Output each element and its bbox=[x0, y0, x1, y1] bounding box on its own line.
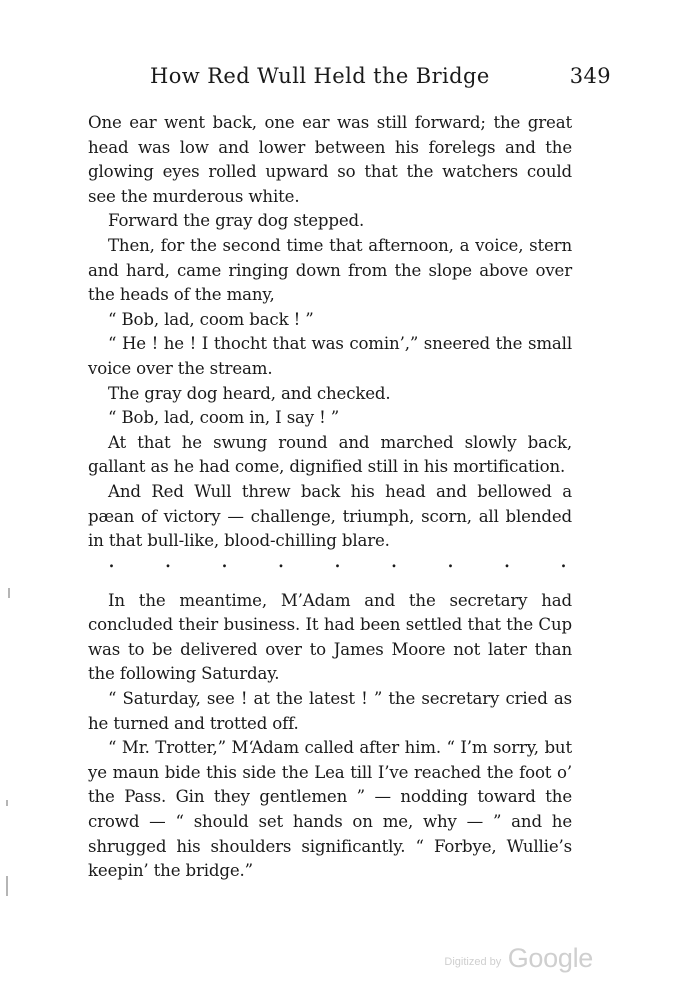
running-header bbox=[150, 64, 611, 98]
section-break-dot: . bbox=[447, 547, 454, 573]
paragraph: Then, for the second time that afternoon, a voice, stern and hard, came ringing down from the slope above over the heads of the many, bbox=[88, 235, 572, 305]
paragraph: At that he swung round and marched slowly back, gallant as he had come, dignified still in his mortification. bbox=[88, 432, 572, 477]
section-break-dot: . bbox=[277, 547, 285, 573]
scan-mark bbox=[8, 588, 10, 598]
section-break-dot: . bbox=[390, 547, 398, 573]
paragraph: Forward the gray dog stepped. bbox=[108, 211, 365, 231]
section-break-dot: . bbox=[164, 547, 172, 573]
paragraph: “ He ! he ! I thocht that was comin’,” sneered the small voice over the stream. bbox=[88, 334, 572, 378]
page-number: 349 bbox=[569, 64, 611, 88]
section-break bbox=[88, 547, 572, 578]
scan-mark bbox=[6, 800, 8, 806]
paragraph: “ Mr. Trotter,” M‘Adam called after him. “ I’m sorry, but ye maun bide this side the Lea till I’ve reached the foot o’ the Pass. Gin they gentlemen ” — nodding toward the crowd — “ should set hands on me, why — ” and he shrugged his shoulders significantly. “ Forbye, Wullie’s keepin’ the bridge.” bbox=[88, 738, 572, 881]
section-break-dot: . bbox=[108, 547, 115, 573]
section-break-dot: . bbox=[334, 547, 341, 573]
paragraph: In the meantime, M’Adam and the secretary had concluded their business. It had been settled that the Cup was to be delivered over to James Moore not later than the following Saturday. bbox=[88, 590, 572, 684]
paragraph: “ Bob, lad, coom back ! ” bbox=[108, 309, 314, 329]
section-break-dot: . bbox=[221, 547, 228, 573]
section-break-dot: . bbox=[560, 547, 567, 573]
watermark-brand: Google bbox=[507, 943, 593, 973]
watermark-prefix: Digitized by bbox=[444, 956, 502, 968]
scan-mark bbox=[6, 876, 8, 896]
paragraph: “ Bob, lad, coom in, I say ! ” bbox=[108, 408, 340, 428]
paragraph: And Red Wull threw back his head and bellowed a pæan of victory — challenge, triumph, scorn, all blended in that bull-like, blood-chilling blare. bbox=[88, 481, 572, 551]
page-body bbox=[88, 111, 572, 884]
running-title: How Red Wull Held the Bridge bbox=[150, 64, 490, 88]
paragraph: One ear went back, one ear was still forward; the great head was low and lower between his forelegs and the glowing eyes rolled upward so that the watchers could see the murderous white. bbox=[88, 113, 572, 206]
digitized-watermark bbox=[444, 943, 593, 974]
section-break-dot: . bbox=[503, 547, 511, 573]
paragraph: “ Saturday, see ! at the latest ! ” the secretary cried as he turned and trotted off. bbox=[88, 689, 572, 733]
paragraph: The gray dog heard, and checked. bbox=[108, 383, 391, 403]
